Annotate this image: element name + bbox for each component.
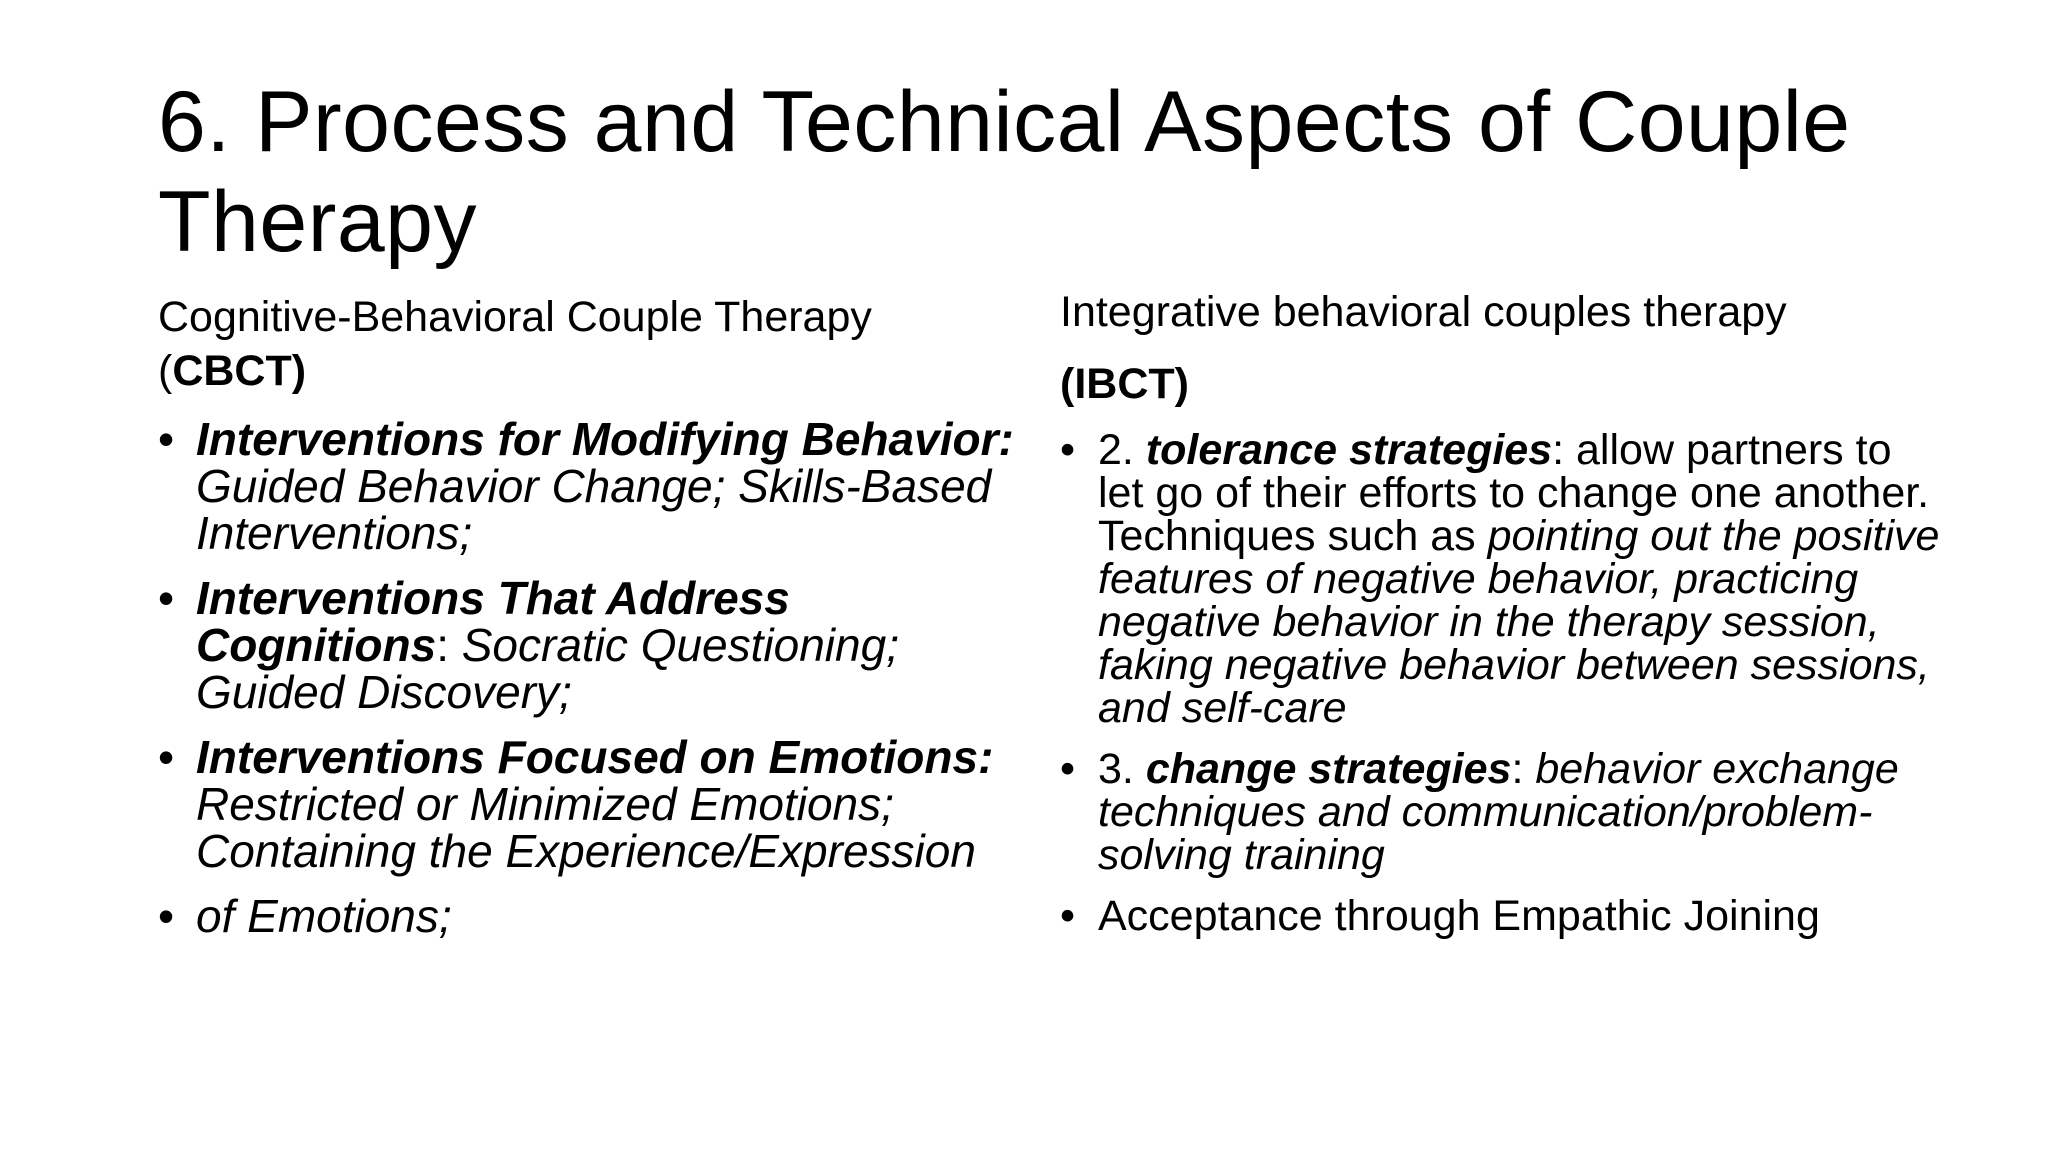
right-column bbox=[1060, 285, 1940, 938]
left-heading-abbr: CBCT) bbox=[172, 347, 307, 395]
bullet-text: Restricted or Minimized Emotions; Containing the Experience/Expression bbox=[196, 778, 976, 877]
slide-title: 6. Process and Technical Aspects of Couple Therapy bbox=[158, 74, 1851, 270]
left-column bbox=[158, 290, 1018, 940]
bullet-bold-label: Interventions Focused on Emotions: bbox=[196, 731, 994, 783]
bullet-bold-label: tolerance strategies bbox=[1145, 426, 1553, 474]
bullet-bold-label: Interventions for Modifying Behavior: bbox=[196, 413, 1014, 465]
left-bullet-list bbox=[158, 413, 1018, 942]
bullet-bold-label: change strategies bbox=[1145, 745, 1512, 793]
left-heading bbox=[158, 290, 1018, 398]
bullet-text: Acceptance through Empathic Joining bbox=[1098, 892, 1820, 940]
bullet-italic-text: pointing out the positive features of negative behavior, practicing negative behavior in the therapy session, faking negative behavior between sessions, and self-care bbox=[1098, 512, 1940, 732]
bullet-italic-text: behavior exchange techniques and communication/problem-solving training bbox=[1098, 745, 1899, 879]
list-item bbox=[1060, 892, 1940, 940]
bullet-number: 2. bbox=[1098, 426, 1146, 474]
bullet-text: of Emotions; bbox=[196, 890, 452, 942]
left-heading-open-paren: ( bbox=[158, 347, 173, 395]
left-heading-abbr-line bbox=[158, 344, 1018, 398]
list-item bbox=[158, 413, 1018, 559]
list-item bbox=[158, 572, 1018, 718]
right-bullet-list bbox=[1060, 426, 1940, 940]
right-heading bbox=[1060, 285, 1940, 411]
bullet-number: 3. bbox=[1098, 745, 1146, 793]
list-item bbox=[158, 731, 1018, 877]
right-heading-text: Integrative behavioral couples therapy bbox=[1060, 288, 1787, 336]
list-item bbox=[1060, 745, 1940, 879]
right-heading-abbr: (IBCT) bbox=[1060, 360, 1189, 408]
bullet-colon: : bbox=[436, 619, 462, 671]
bullet-text: : bbox=[1511, 745, 1536, 793]
bullet-bold-label: Interventions That Address Cognitions bbox=[196, 572, 790, 671]
list-item bbox=[158, 890, 1018, 942]
bullet-text: Socratic Questioning; Guided Discovery; bbox=[196, 619, 899, 718]
list-item bbox=[1060, 426, 1940, 732]
bullet-text: Guided Behavior Change; Skills-Based Interventions; bbox=[196, 460, 992, 559]
left-heading-text: Cognitive-Behavioral Couple Therapy bbox=[158, 293, 872, 341]
bullet-text: : allow partners to let go of their efforts to change one another. Techniques such as bbox=[1098, 426, 1930, 560]
